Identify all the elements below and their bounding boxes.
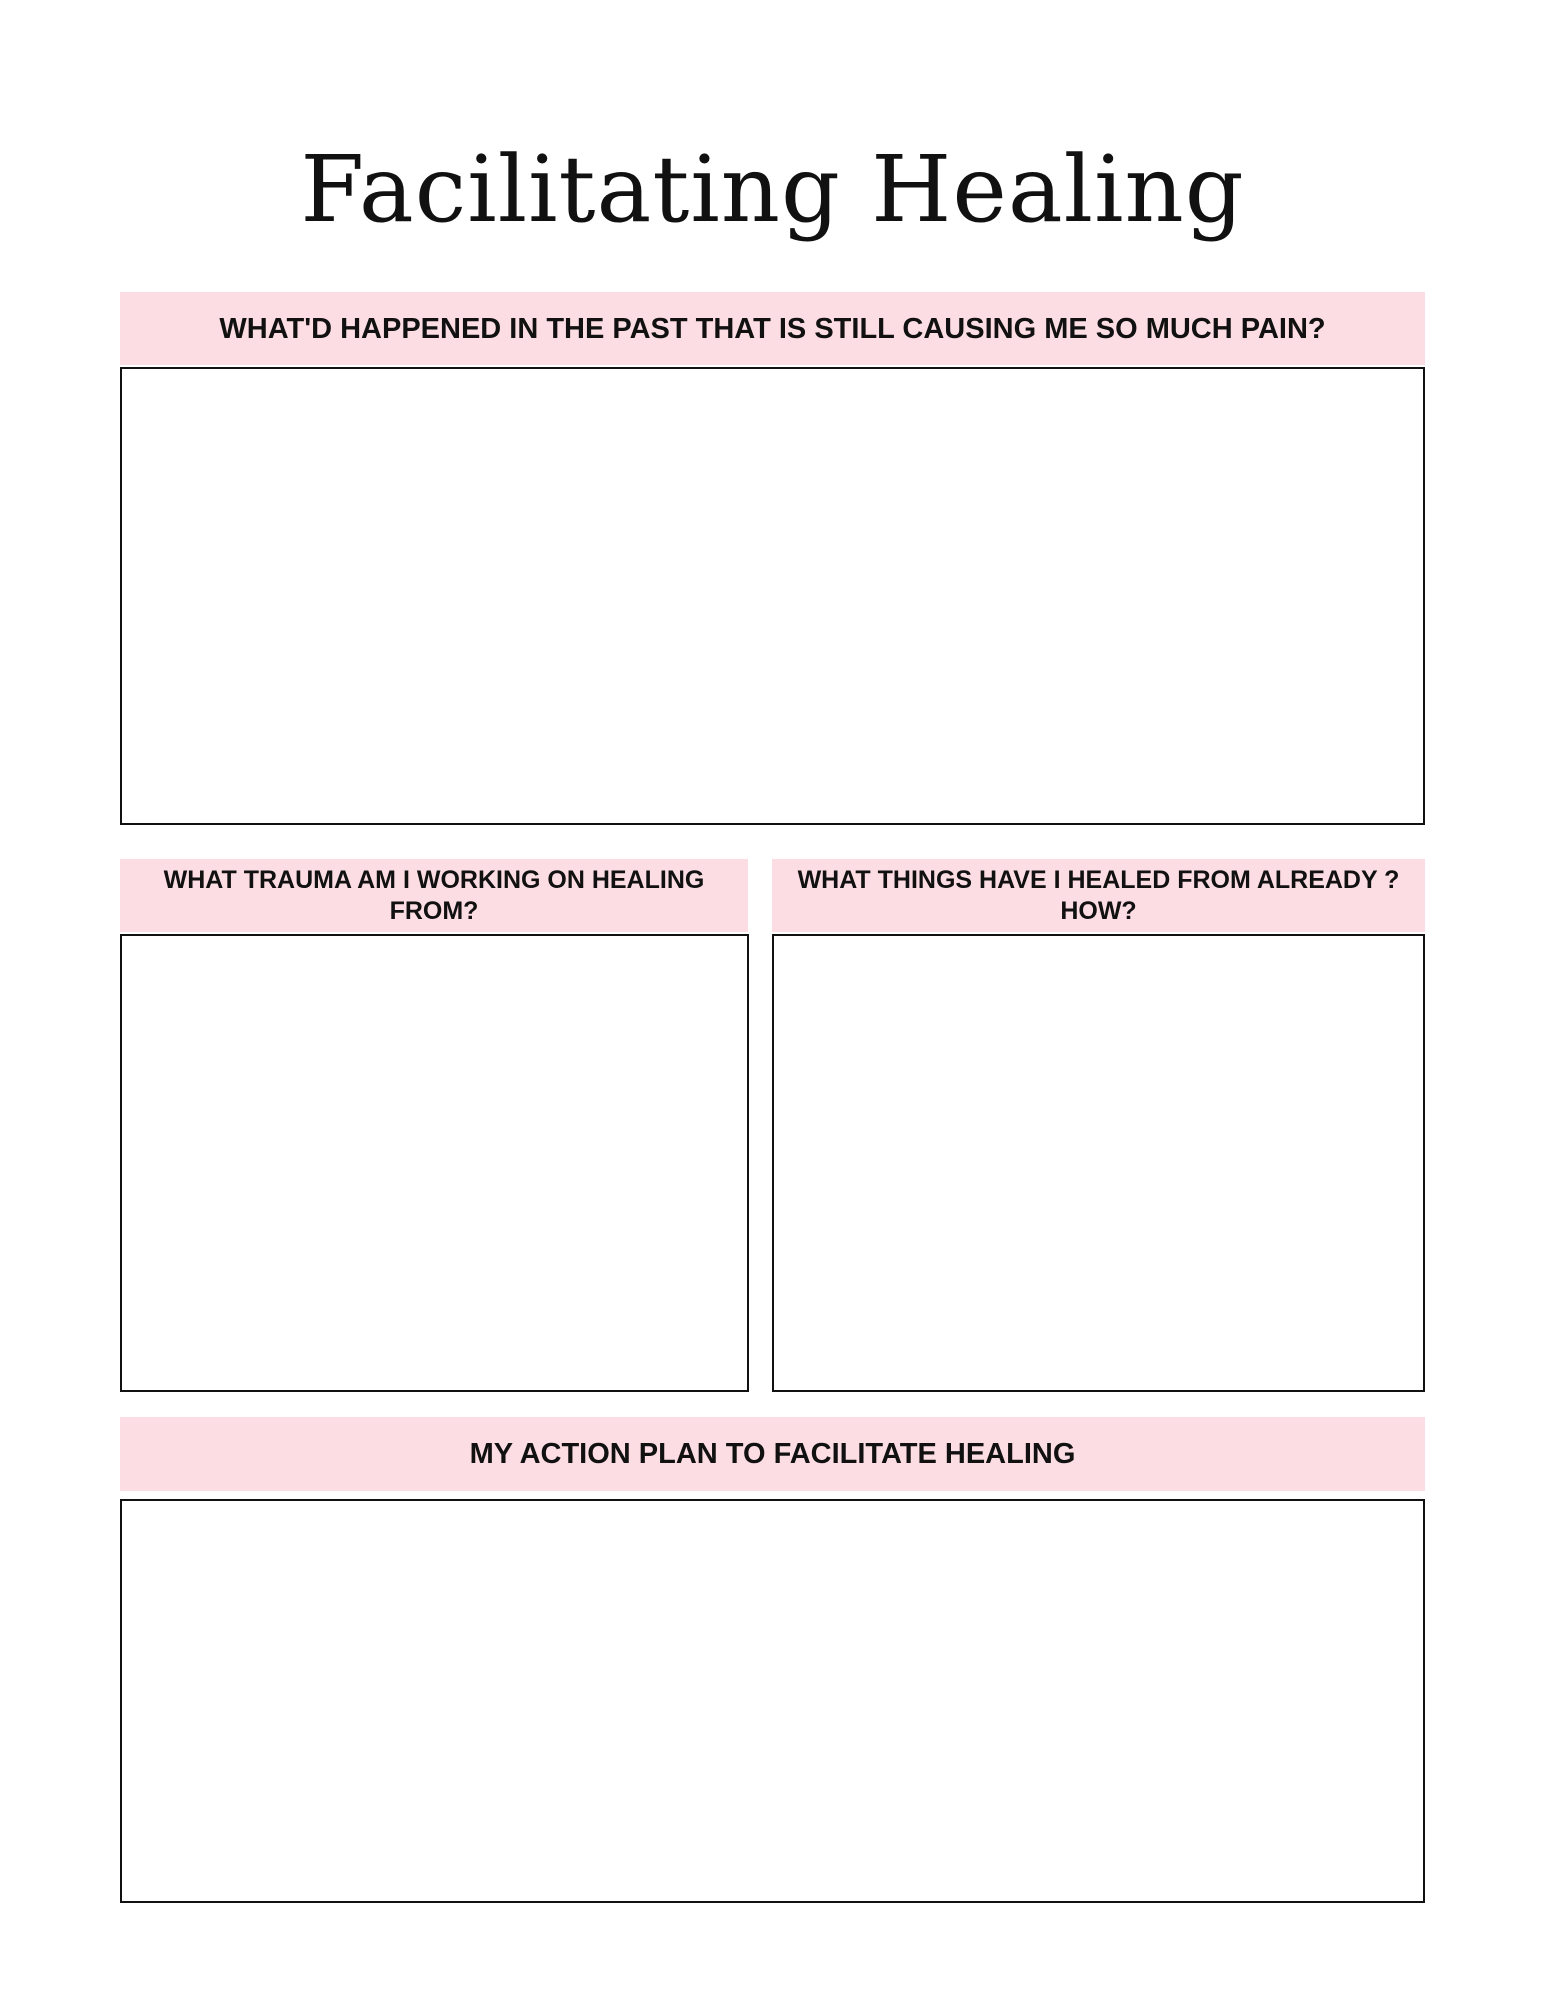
answer-box-healed-already[interactable]: [772, 934, 1425, 1392]
section-heading-label: WHAT'D HAPPENED IN THE PAST THAT IS STILL CAUSING ME SO MUCH PAIN?: [219, 312, 1326, 345]
section-heading-past-pain: [120, 292, 1425, 365]
answer-box-past-pain[interactable]: [120, 367, 1425, 825]
answer-box-action-plan[interactable]: [120, 1499, 1425, 1903]
section-heading-label: WHAT THINGS HAVE I HEALED FROM ALREADY ? HOW?: [797, 865, 1400, 925]
section-heading-healed-already: [772, 859, 1425, 932]
section-heading-trauma-healing: [120, 859, 748, 932]
section-heading-label: MY ACTION PLAN TO FACILITATE HEALING: [469, 1438, 1076, 1470]
section-heading-action-plan: [120, 1417, 1425, 1491]
page-title: Facilitating Healing: [300, 136, 1245, 243]
section-heading-label: WHAT TRAUMA AM I WORKING ON HEALING FROM?: [163, 865, 705, 925]
answer-box-trauma-healing[interactable]: [120, 934, 749, 1392]
